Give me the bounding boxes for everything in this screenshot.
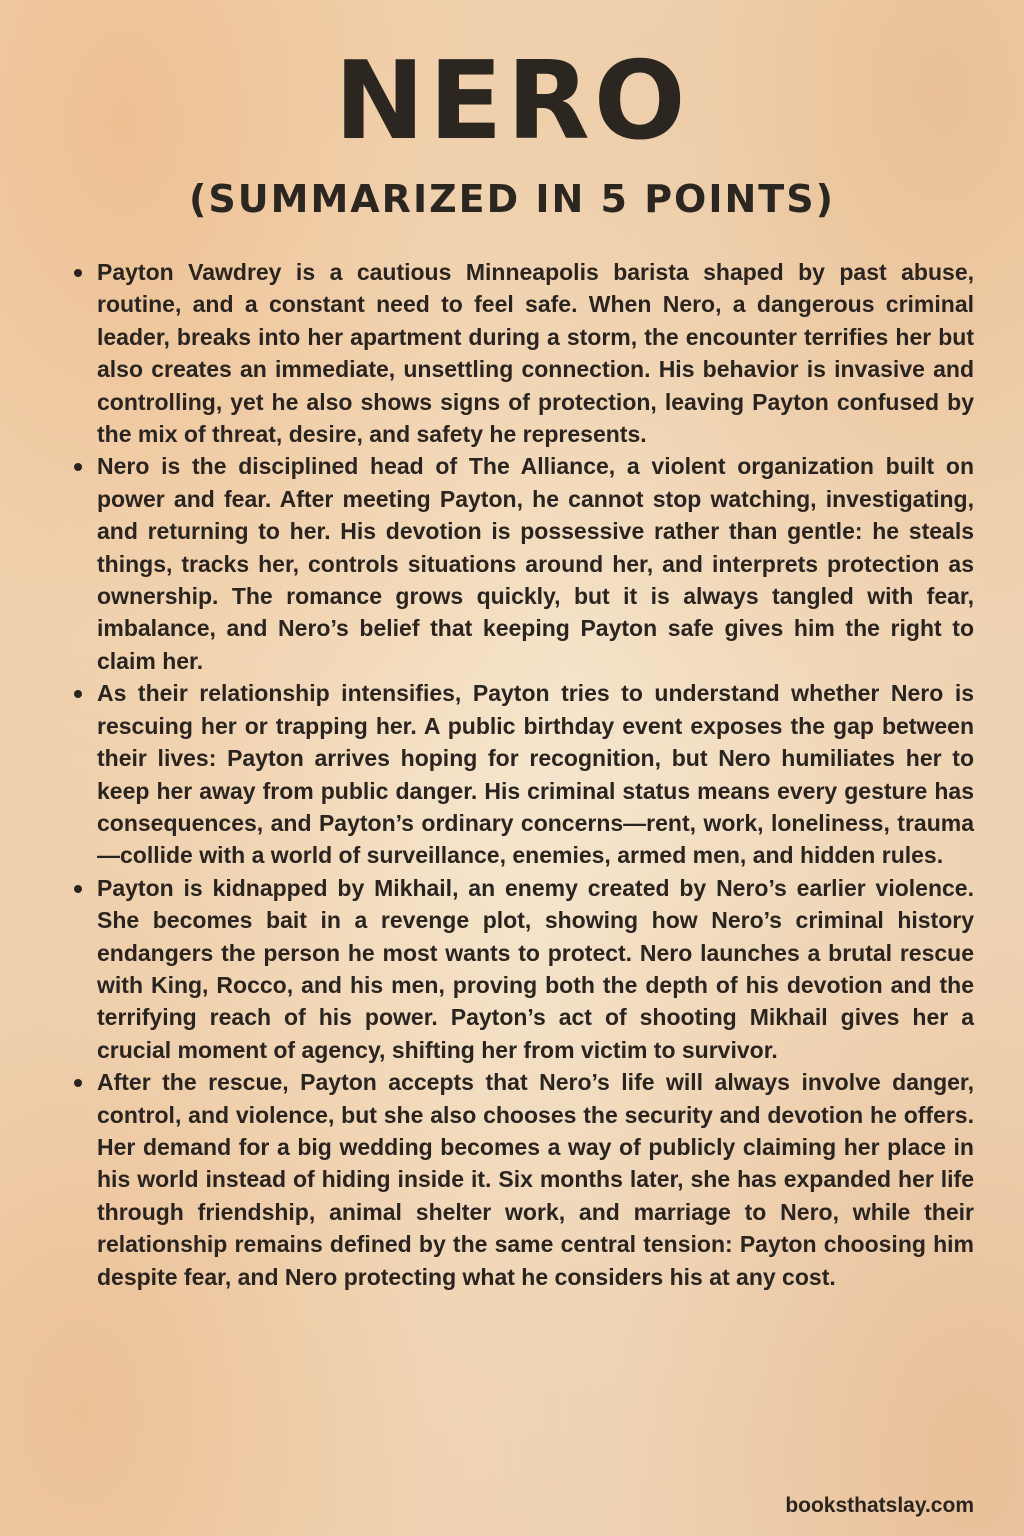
summary-point-2 <box>70 450 974 677</box>
bullet-dot-icon <box>74 690 82 698</box>
bullet-dot-icon <box>74 269 82 277</box>
site-credit: booksthatslay.com <box>785 1494 974 1517</box>
summary-point-text: As their relationship intensifies, Payton tries to understand whether Nero is rescuing her or trapping her. A public birthday event exposes the gap between their lives: Payton arrives hoping for recognition, but Nero humiliates her to keep her away from public danger. His criminal status means every gesture has consequences, and Payton’s ordinary concerns—rent, work, loneliness, trauma—collide with a world of surveillance, enemies, armed men, and hidden rules. <box>97 680 974 869</box>
summary-point-1 <box>70 256 974 450</box>
summary-points-list <box>70 256 974 1293</box>
summary-point-text: After the rescue, Payton accepts that Nero’s life will always involve danger, control, and violence, but she also chooses the security and devotion he offers. Her demand for a big wedding becomes a way of publicly claiming her place in his world instead of hiding inside it. Six months later, she has expanded her life through friendship, animal shelter work, and marriage to Nero, while their relationship remains defined by the same central tension: Payton choosing him despite fear, and Nero protecting what he considers his at any cost. <box>97 1069 974 1290</box>
page-subtitle: (SUMMARIZED IN 5 POINTS) <box>189 177 835 221</box>
summary-point-text: Payton is kidnapped by Mikhail, an enemy created by Nero’s earlier violence. She becomes bait in a revenge plot, showing how Nero’s criminal history endangers the person he most wants to protect. Nero launches a brutal rescue with King, Rocco, and his men, proving both the depth of his devotion and the terrifying reach of his power. Payton’s act of shooting Mikhail gives her a crucial moment of agency, shifting her from victim to survivor. <box>97 874 974 1063</box>
bullet-dot-icon <box>74 1079 82 1087</box>
bullet-dot-icon <box>74 463 82 471</box>
summary-point-3 <box>70 677 974 871</box>
bullet-dot-icon <box>74 885 82 893</box>
summary-point-text: Payton Vawdrey is a cautious Minneapolis barista shaped by past abuse, routine, and a constant need to feel safe. When Nero, a dangerous criminal leader, breaks into her apartment during a storm, the encounter terrifies her but also creates an immediate, unsettling connection. His behavior is invasive and controlling, yet he also shows signs of protection, leaving Payton confused by the mix of threat, desire, and safety he represents. <box>97 259 974 448</box>
page-title: NERO <box>334 39 690 164</box>
summary-point-4 <box>70 872 974 1066</box>
summary-point-5 <box>70 1066 974 1293</box>
summary-point-text: Nero is the disciplined head of The Alliance, a violent organization built on power and fear. After meeting Payton, he cannot stop watching, investigating, and returning to her. His devotion is possessive rather than gentle: he steals things, tracks her, controls situations around her, and interprets protection as ownership. The romance grows quickly, but it is always tangled with fear, imbalance, and Nero’s belief that keeping Payton safe gives him the right to claim her. <box>97 453 974 674</box>
